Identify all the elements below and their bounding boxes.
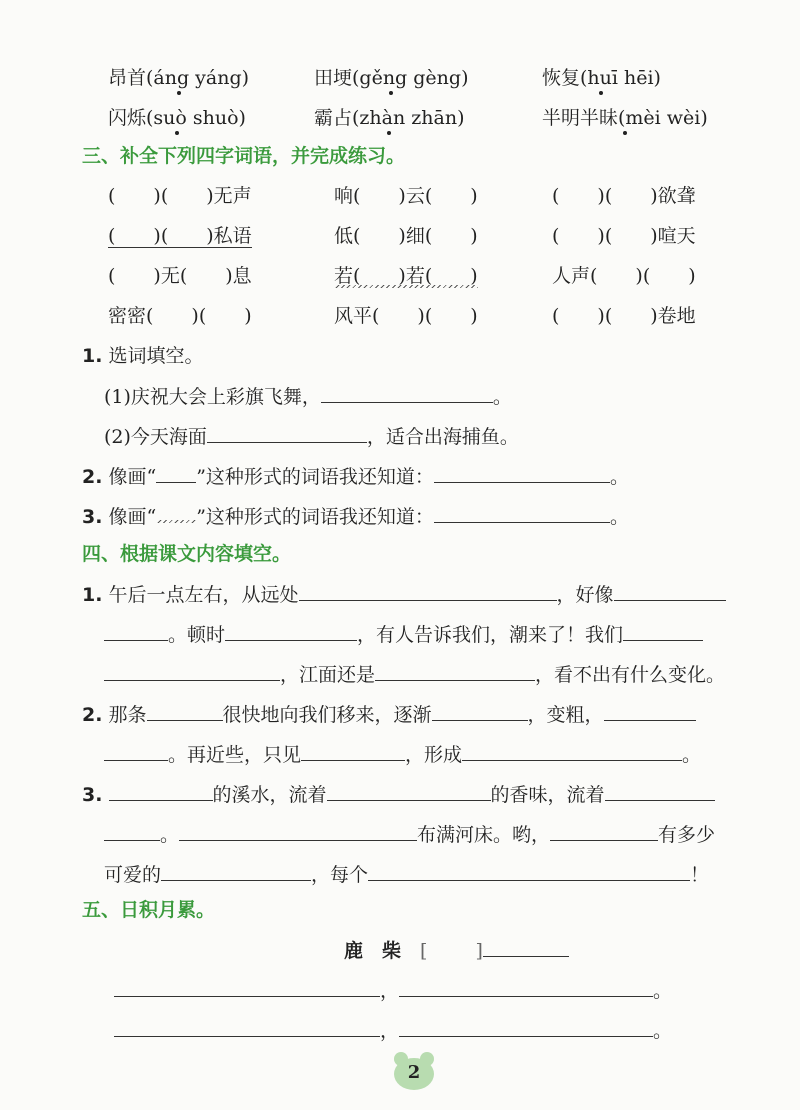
pinyin-row-1 <box>108 66 661 90</box>
poem-title: 鹿 柴 <box>344 940 402 962</box>
question-1: 1. 选词填空。 <box>82 345 204 367</box>
answer-blank[interactable] <box>104 662 280 681</box>
answer-blank[interactable] <box>434 504 610 523</box>
answer-blank[interactable] <box>299 582 557 601</box>
section-4-heading: 四、根据课文内容填空。 <box>82 543 292 565</box>
paragraph-3-line-3: 可爱的 ，每个 ！ <box>104 864 710 886</box>
word-item: ( )( )欲聋 <box>552 185 696 207</box>
answer-blank[interactable] <box>321 384 493 403</box>
answer-blank[interactable] <box>550 822 658 841</box>
answer-blank[interactable] <box>462 742 682 761</box>
word-item: 风平( )( ) <box>334 305 478 327</box>
pinyin-item: 恢复(huī hēi) <box>542 67 661 89</box>
poem-line-2: ， 。 <box>114 1018 672 1043</box>
answer-blank[interactable] <box>399 978 653 997</box>
answer-blank[interactable] <box>434 464 610 483</box>
answer-blank[interactable] <box>614 582 726 601</box>
section-5-heading: 五、日积月累。 <box>82 899 216 921</box>
answer-blank[interactable] <box>104 822 160 841</box>
word-item-underlined: ( )( )私语 <box>108 225 252 247</box>
wavy-sample <box>156 505 196 523</box>
answer-blank[interactable] <box>207 424 367 443</box>
answer-blank[interactable] <box>432 702 528 721</box>
answer-blank[interactable] <box>375 662 535 681</box>
poem-title-line: 鹿 柴 [ ] <box>344 938 569 963</box>
paragraph-3-line-2: 。 布满河床。哟， 有多少 <box>104 822 715 847</box>
section-3-heading: 三、补全下列四字词语，并完成练习。 <box>82 145 406 167</box>
word-item: 人声( )( ) <box>552 265 696 287</box>
answer-blank[interactable] <box>147 702 223 721</box>
answer-blank[interactable] <box>301 742 405 761</box>
word-item: 密密( )( ) <box>108 305 252 327</box>
author-blank[interactable] <box>483 938 569 957</box>
answer-blank[interactable] <box>161 862 311 881</box>
underline-sample <box>156 464 196 483</box>
question-1b: (2)今天海面 ，适合出海捕鱼。 <box>104 426 519 448</box>
answer-blank[interactable] <box>179 822 417 841</box>
paragraph-3-line-1: 3. 的溪水，流着 的香味，流着 <box>82 782 715 807</box>
answer-blank[interactable] <box>623 622 703 641</box>
answer-blank[interactable] <box>114 1018 380 1037</box>
paragraph-2-line-1: 2. 那条 很快地向我们移来，逐渐 ，变粗， <box>82 702 696 727</box>
paragraph-1-line-2: 。顿时 ，有人告诉我们，潮来了！我们 <box>104 622 703 647</box>
paragraph-2-line-2: 。再近些，只见 ，形成 。 <box>104 742 701 767</box>
word-item: ( )( )卷地 <box>552 305 696 327</box>
question-1a: (1)庆祝大会上彩旗飞舞， 。 <box>104 386 512 408</box>
word-item: 响( )云( ) <box>334 185 478 207</box>
answer-blank[interactable] <box>225 622 357 641</box>
paragraph-1-line-1: 1. 午后一点左右，从远处 ，好像 <box>82 582 726 607</box>
page-number: 2 <box>407 1062 421 1083</box>
answer-blank[interactable] <box>368 862 690 881</box>
word-item: ( )( )喧天 <box>552 225 696 247</box>
pinyin-item: 半明半昧(mèi wèi) <box>542 107 708 129</box>
question-3: 3. 像画“ ”这种形式的词语我还知道： 。 <box>82 506 629 528</box>
paragraph-1-line-3: ，江面还是 ，看不出有什么变化。 <box>104 662 725 687</box>
answer-blank[interactable] <box>399 1018 653 1037</box>
answer-blank[interactable] <box>114 978 380 997</box>
word-item: ( )无( )息 <box>108 265 252 287</box>
word-item: 低( )细( ) <box>334 225 478 247</box>
answer-blank[interactable] <box>327 782 491 801</box>
word-item: ( )( )无声 <box>108 185 252 207</box>
dynasty-blank[interactable] <box>427 939 475 957</box>
answer-blank[interactable] <box>604 702 696 721</box>
pinyin-item: 昂首(áng yáng) <box>108 67 250 89</box>
word-item-wavy: 若( )若( ) <box>334 265 478 287</box>
answer-blank[interactable] <box>605 782 715 801</box>
pinyin-item: 田埂(gěng gèng) <box>314 67 469 89</box>
answer-blank[interactable] <box>104 622 168 641</box>
pinyin-item: 闪烁(suò shuò) <box>108 107 246 129</box>
poem-line-1: ， 。 <box>114 978 672 1003</box>
question-2: 2. 像画“ ”这种形式的词语我还知道： 。 <box>82 466 629 488</box>
answer-blank[interactable] <box>104 742 168 761</box>
page-number-badge <box>392 1052 436 1090</box>
pinyin-row-2 <box>108 106 708 130</box>
answer-blank[interactable] <box>109 782 213 801</box>
pinyin-item: 霸占(zhàn zhān) <box>314 107 465 129</box>
